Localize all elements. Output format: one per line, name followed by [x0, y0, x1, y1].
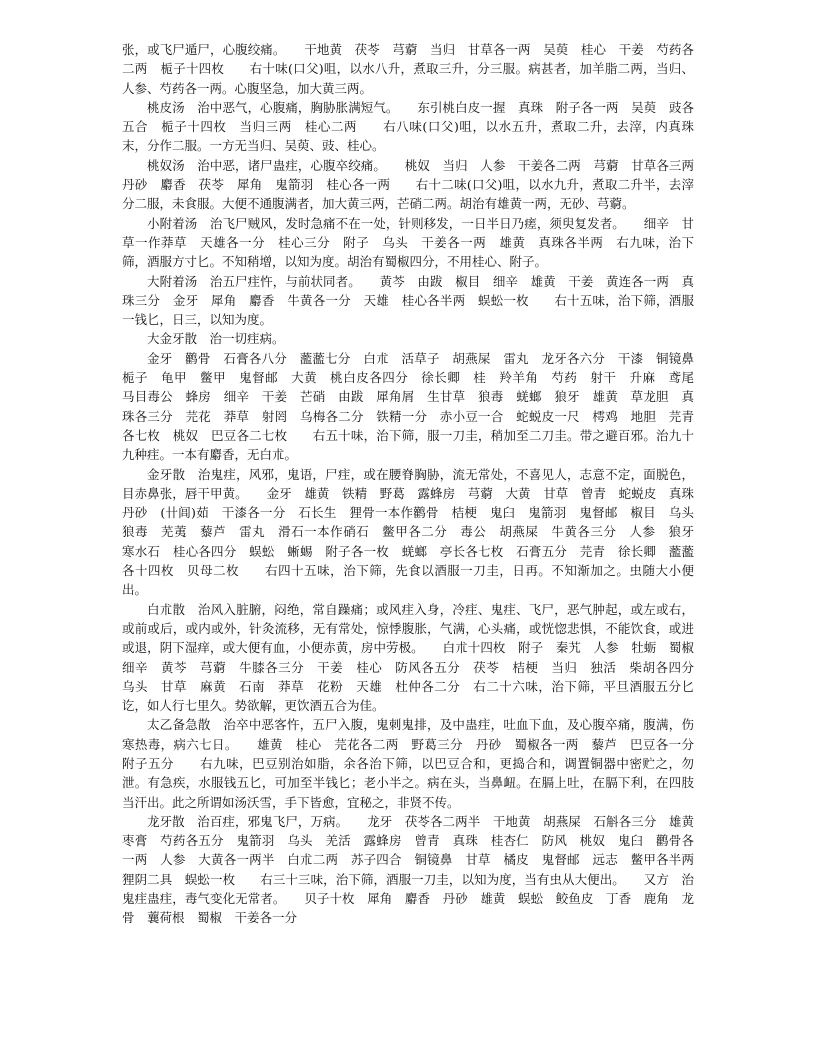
text-paragraph: 白朮散 治风入脏腑，闷绝，常自躁痛；或风疰入身，冷疰、鬼疰、飞尸，恶气肿起，或左或右，或前或后，或内或外，针灸流移，无有常处，惊悸腹胀，气满，心头痛，或恍惚悲惧，不能饮食，或进或退，阴下湿痒，或大便有血，小便赤黄，房中劳极。 白朮十四枚 附子 秦艽 人参 牡蛎 蜀椒 细辛 黄芩 芎藭 牛膝各三分 干姜 桂心 防风各五分 茯苓 桔梗 当归 独活 柴胡各四分 乌头 甘草 麻黄 石南 莽草 花粉 天雄 杜仲各二分 右二十六味，治下筛，平旦酒服五分匕讫，如人行七里久。势欲解，更饮酒五合为佳。: [122, 601, 707, 714]
text-paragraph: 龙牙散 治百疰，邪鬼飞尸，万病。 龙牙 茯苓各二两半 干地黄 胡燕屎 石斛各三分 雄黄 枣膏 芍药各五分 鬼箭羽 乌头 羌活 露蜂房 曾青 真珠 桂杏仁 防风 桃奴 鬼臼 鹳骨各一两 人参 大黄各一两半 白朮二两 苏子四合 铜镜鼻 甘草 橘皮 鬼督邮 远志 鳖甲各半两 狸阴二具 蜈蚣一枚 右三十三味，治下筛，酒服一刀圭，以知为度，当有虫从大便出。 又方 治鬼疰蛊疰，毒气变化无常者。 贝子十枚 犀角 麝香 丹砂 雄黄 蜈蚣 鲛鱼皮 丁香 鹿角 龙骨 蘘荷根 蜀椒 干姜各一分: [122, 813, 707, 926]
text-paragraph: 金牙散 治鬼疰，风邪，鬼语，尸疰，或在腰脊胸胁，流无常处，不喜见人，志意不定，面脱色，目赤鼻张，唇干甲黄。 金牙 雄黄 铁精 野葛 露蜂房 芎藭 大黄 甘草 曾青 蛇蜕皮 真珠 丹砂 (卄闾)茹 干漆各一分 石长生 狸骨一本作鹳骨 桔梗 鬼臼 鬼箭羽 鬼督邮 椒目 乌头 狼毒 芜荑 藜芦 雷丸 滑石一本作硝石 鳖甲各二分 毒公 胡燕屎 牛黄各三分 人参 狼牙 寒水石 桂心各四分 蜈蚣 蜥蜴 附子各一枚 蜣螂 亭长各七枚 石膏五分 芫青 徐长卿 蘫蘫各十四枚 贝母二枚 右四十五味，治下筛，先食以酒服一刀圭，日再。不知渐加之。虫随大小便出。: [122, 466, 707, 598]
text-paragraph: 桃皮汤 治中恶气，心腹痛，胸胁胀满短气。 东引桃白皮一握 真珠 附子各一两 吴萸 豉各五合 栀子十四枚 当归三两 桂心二两 右八味(口父)咀，以水五升，煮取二升，去滓，内真珠末，分作二服。一方无当归、吴萸、豉、桂心。: [122, 99, 694, 154]
text-paragraph: 大金牙散 治一切疰病。: [147, 331, 285, 347]
text-paragraph: 小附着汤 治飞尸贼风，发时急痛不在一处，针则移发，一日半日乃瘥，须臾复发者。 细辛 甘草一作莽草 天雄各一分 桂心三分 附子 乌头 干姜各一两 雄黄 真珠各半两 右九味，治下筛，酒服方寸匕。不知稍增，以知为度。胡治有蜀椒四分，不用桂心、附子。: [122, 215, 694, 270]
text-paragraph: 太乙备急散 治卒中恶客忤，五尸入腹，鬼刺鬼排，及中蛊疰，吐血下血，及心腹卒痛，腹满，伤寒热毒，病六七日。 雄黄 桂心 芫花各二两 野葛三分 丹砂 蜀椒各一两 藜芦 巴豆各一分 附子五分 右九味，巴豆别治如脂，余各治下筛，以巴豆合和，更捣合和，调置铜器中密贮之，勿泄。有急疾，水服钱五匕，可加至半钱匕；老小半之。病在头，当鼻衄。在膈上吐，在膈下利，在四肢当汗出。此之所谓如汤沃雪，手下皆愈，宜秘之，非贤不传。: [122, 717, 707, 810]
text-paragraph: 桃奴汤 治中恶，诸尸蛊疰，心腹卒绞痛。 桃奴 当归 人参 干姜各二两 芎藭 甘草各三两 丹砂 麝香 茯苓 犀角 鬼箭羽 桂心各一两 右十二味(口父)咀，以水九升，煮取二升半，去滓分二服，未食服。大便不通腹满者，加大黄三两，芒硝二两。胡治有雄黄一两，无砂、芎藭。: [122, 157, 707, 212]
text-paragraph: 张，或飞尸遁尸，心腹绞痛。 干地黄 茯苓 芎藭 当归 甘草各一两 吴萸 桂心 干姜 芍药各二两 栀子十四枚 右十味(口父)咀，以水八升，煮取三升，分三服。病甚者，加羊脂二两，当归、人参、芍药各一两。心腹坚急，加大黄三两。: [122, 42, 694, 96]
text-paragraph: 大附着汤 治五尸疰忤，与前状同者。 黄芩 由跋 椒目 细辛 雄黄 干姜 黄连各一两 真珠三分 金牙 犀角 麝香 牛黄各一分 天雄 桂心各半两 蜈蚣一枚 右十五味，治下筛，酒服一钱匕，日三，以知为度。: [122, 273, 694, 328]
text-paragraph: 金牙 鹳骨 石膏各八分 蘫蘫七分 白朮 活草子 胡燕屎 雷丸 龙牙各六分 干漆 铜镜鼻 栀子 龟甲 鳖甲 鬼督邮 大黄 桃白皮各四分 徐长卿 桂 羚羊角 芍药 射干 升麻 鸢尾 马目毒公 蜂房 细辛 干姜 芒硝 由跋 犀角屑 生甘草 狼毒 蜣螂 狼牙 雄黄 草龙胆 真珠各三分 芫花 莽草 射罔 乌梅各二分 铁精一分 赤小豆一合 蛇蜕皮一尺 樗鸡 地胆 芫青各七枚 桃奴 巴豆各二七枚 右五十味，治下筛，服一刀圭，稍加至二刀圭。带之避百邪。治九十九种疰。一本有麝香，无白朮。: [122, 350, 707, 463]
document-page: [122, 40, 707, 928]
